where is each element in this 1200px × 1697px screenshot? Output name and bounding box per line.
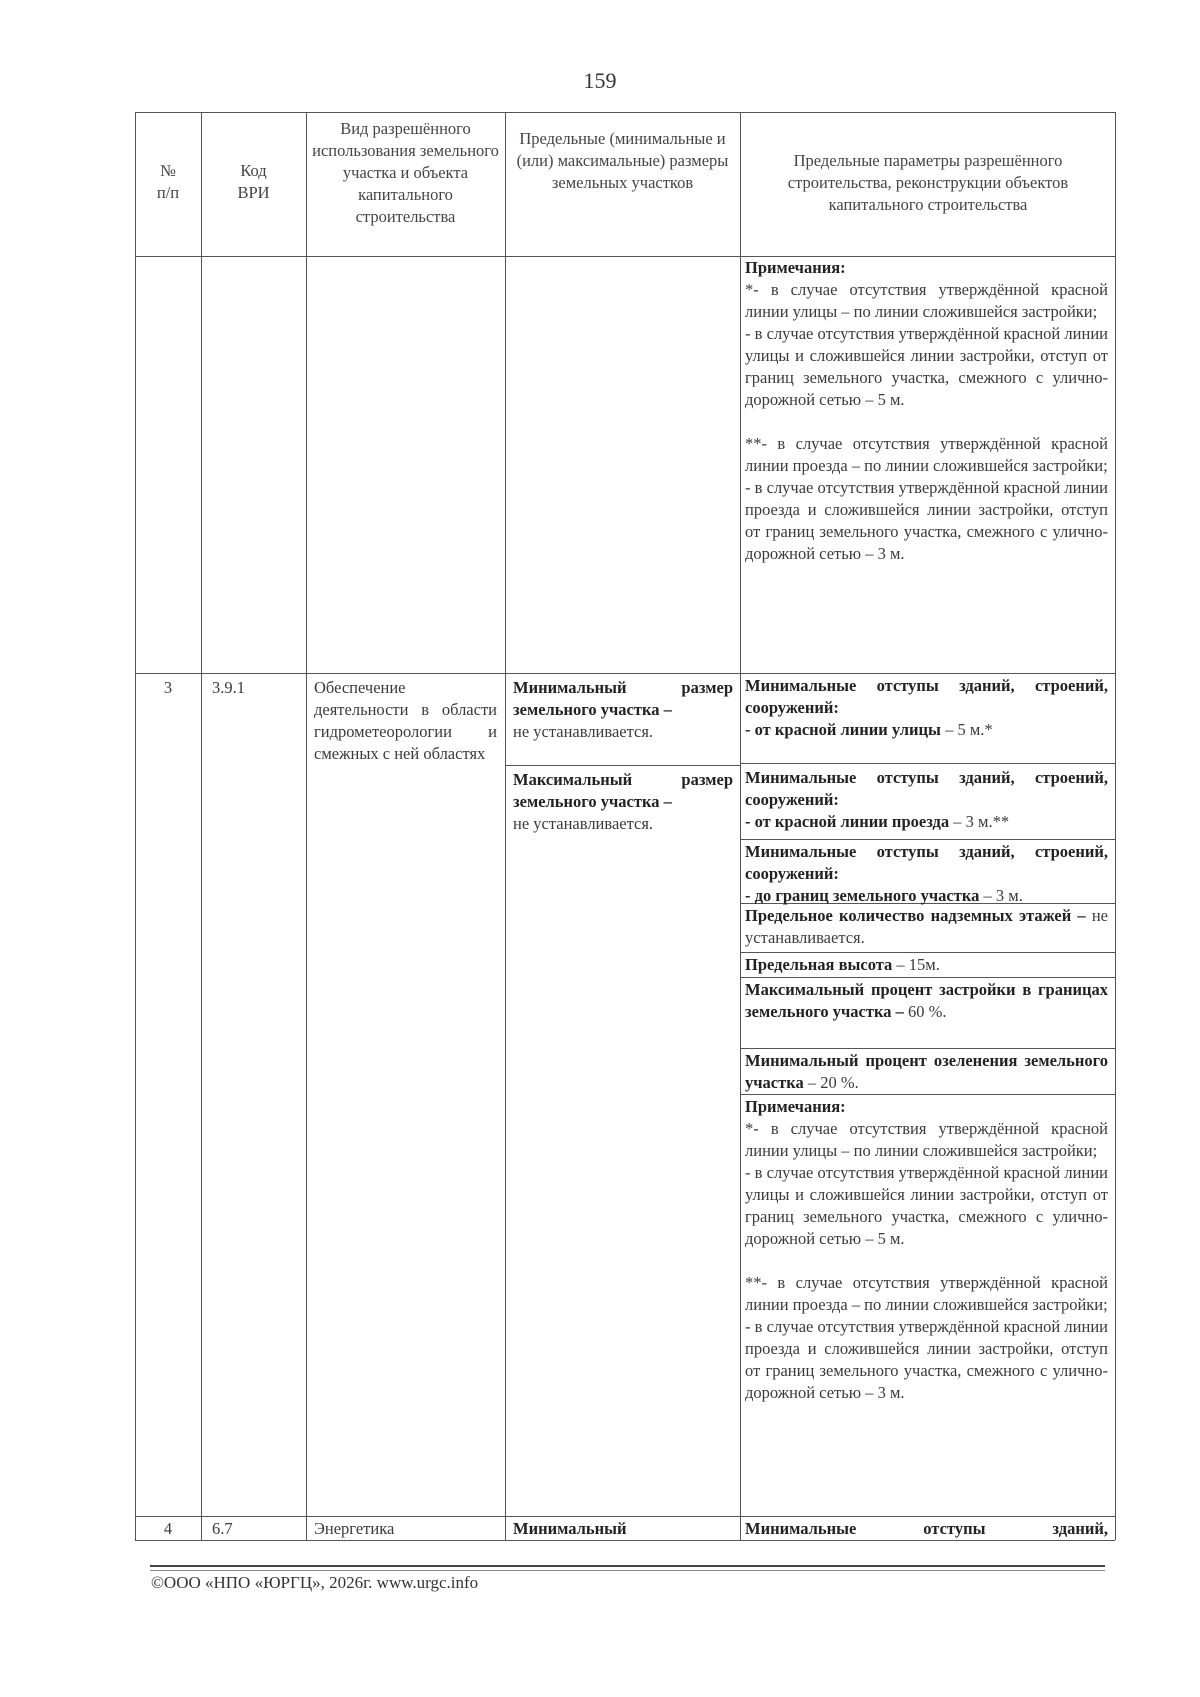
param-label: Максимальный процент застройки в границах земельного участка – — [745, 980, 1108, 1021]
continued-notes — [745, 257, 1108, 565]
header-params: Предельные параметры разрешённого строительства, реконструкции объектов капитального строительства — [787, 151, 1069, 214]
param-label: Минимальные отступы зданий, строений, сооружений: — [745, 768, 1108, 809]
notes-title: Примечания: — [745, 1097, 846, 1116]
param-value: 60 %. — [903, 1002, 947, 1021]
note-text: *- в случае отсутствия утверждённой красной линии улицы – по линии сложившейся застройки; — [745, 1119, 1108, 1160]
row3-height — [745, 954, 1108, 976]
param-label: - от красной линии проезда — [745, 812, 950, 831]
param-value: – 3 м.** — [949, 812, 1010, 831]
row3-num: 3 — [163, 678, 173, 697]
header-code: Код ВРИ — [237, 161, 270, 202]
param-label: Минимальные отступы зданий, строений, сооружений: — [745, 842, 1108, 883]
footer-rule — [150, 1570, 1105, 1571]
row3-build-percent — [745, 979, 1108, 1023]
param-label: - до границ земельного участка — [745, 886, 980, 905]
row3-setback-border — [745, 841, 1108, 907]
note-text: - в случае отсутствия утверждённой красной линии улицы и сложившейся линии застройки, отступ от границ земельного участка, смежного с улично-дорожной сетью – 5 м. — [745, 1163, 1108, 1248]
row4-size: Минимальный — [513, 1519, 627, 1538]
param-value: – 3 м. — [979, 886, 1023, 905]
param-label: - от красной линии улицы — [745, 720, 941, 739]
note-text: - в случае отсутствия утверждённой красной линии улицы и сложившейся линии застройки, отступ от границ земельного участка, смежного с улично-дорожной сетью – 5 м. — [745, 324, 1108, 409]
note-text: - в случае отсутствия утверждённой красной линии проезда и сложившейся линии застройки, отступ от границ земельного участка, смежного с улично-дорожной сетью – 3 м. — [745, 478, 1108, 563]
page-number: 159 — [583, 68, 617, 93]
param-value: не устанавливается. — [745, 906, 1108, 947]
param-label: Минимальный процент озеленения земельного участка — [745, 1051, 1108, 1092]
size-value: не устанавливается. — [513, 814, 654, 833]
row3-notes — [745, 1096, 1108, 1404]
note-text: - в случае отсутствия утверждённой красной линии проезда и сложившейся линии застройки, отступ от границ земельного участка, смежного с улично-дорожной сетью – 3 м. — [745, 1317, 1108, 1402]
row3-setback-drive — [745, 767, 1108, 833]
row3-size-max — [513, 769, 733, 835]
size-label: Максимальный размер земельного участка – — [513, 770, 733, 811]
header-num: № п/п — [156, 161, 180, 202]
footer-copyright: ©ООО «НПО «ЮРГЦ», 2026г. www.urgc.info — [151, 1573, 479, 1592]
param-value: – 15м. — [892, 955, 940, 974]
param-label: Предельное количество надземных этажей – — [745, 906, 1086, 925]
size-label: Минимальный размер земельного участка – — [513, 678, 733, 719]
row4-code: 6.7 — [212, 1519, 233, 1538]
param-value: – 5 м.* — [940, 720, 993, 739]
row3-use: Обеспечение деятельности в области гидрометеорологии и смежных с ней областях — [314, 678, 497, 763]
footer-rule — [150, 1565, 1105, 1567]
row4-params: Минимальные отступы зданий, — [745, 1519, 1108, 1538]
param-label: Минимальные отступы зданий, строений, сооружений: — [745, 676, 1108, 717]
header-use: Вид разрешённого использования земельного участка и объекта капитального строительства — [312, 119, 499, 226]
row4-num: 4 — [163, 1519, 173, 1538]
notes-title: Примечания: — [745, 258, 846, 277]
size-value: не устанавливается. — [513, 722, 654, 741]
note-text: *- в случае отсутствия утверждённой красной линии улицы – по линии сложившейся застройки; — [745, 280, 1108, 321]
row3-floors — [745, 905, 1108, 949]
note-text: **- в случае отсутствия утверждённой красной линии проезда – по линии сложившейся застройки; — [745, 434, 1108, 475]
param-label: Предельная высота — [745, 955, 893, 974]
row3-size-min — [513, 677, 733, 743]
param-value: – 20 %. — [803, 1073, 859, 1092]
row3-setback-street — [745, 675, 1108, 741]
note-text: **- в случае отсутствия утверждённой красной линии проезда – по линии сложившейся застройки; — [745, 1273, 1108, 1314]
row3-green-percent — [745, 1050, 1108, 1094]
row4-use: Энергетика — [314, 1519, 395, 1538]
header-size: Предельные (минимальные и (или) максимальные) размеры земельных участков — [516, 129, 729, 192]
row3-code: 3.9.1 — [212, 678, 245, 697]
